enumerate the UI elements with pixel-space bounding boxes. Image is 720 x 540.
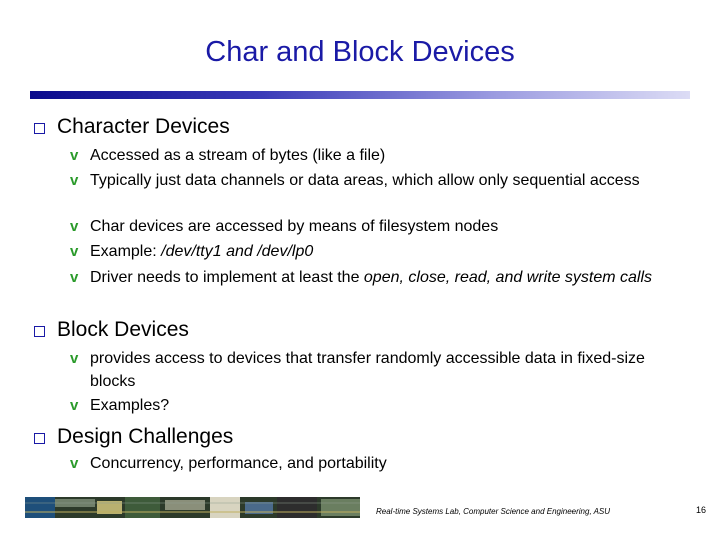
diamond-v-icon: v <box>70 243 79 260</box>
section-heading-block-devices: Block Devices <box>34 318 189 342</box>
bullet-item: v Examples? <box>70 394 690 417</box>
hollow-square-icon <box>34 326 45 337</box>
slide-title: Char and Block Devices <box>205 36 515 68</box>
title-underline <box>30 91 690 99</box>
diamond-v-icon: v <box>70 147 79 164</box>
circuit-board-banner <box>25 497 360 518</box>
bullet-item: v Char devices are accessed by means of filesystem nodes <box>70 215 690 238</box>
diamond-v-icon: v <box>70 350 79 367</box>
bullet-item: v Accessed as a stream of bytes (like a file) <box>70 144 690 167</box>
bullet-item: v Example: /dev/tty1 and /dev/lp0 <box>70 240 690 263</box>
diamond-v-icon: v <box>70 172 79 189</box>
section-heading-design-challenges: Design Challenges <box>34 425 233 449</box>
bullet-item: v Concurrency, performance, and portability <box>70 452 690 475</box>
diamond-v-icon: v <box>70 218 79 235</box>
hollow-square-icon <box>34 123 45 134</box>
diamond-v-icon: v <box>70 455 79 472</box>
diamond-v-icon: v <box>70 269 79 286</box>
page-number: 16 <box>696 505 707 515</box>
bullet-item: v provides access to devices that transfer randomly accessible data in fixed-size blocks <box>70 347 690 393</box>
hollow-square-icon <box>34 433 45 444</box>
bullet-item: v Driver needs to implement at least the open, close, read, and write system calls <box>70 266 690 289</box>
section-heading-character-devices: Character Devices <box>34 115 230 139</box>
bullet-item: v Typically just data channels or data areas, which allow only sequential access <box>70 169 690 192</box>
footer-text: Real-time Systems Lab, Computer Science and Engineering, ASU <box>376 507 611 516</box>
diamond-v-icon: v <box>70 397 79 414</box>
